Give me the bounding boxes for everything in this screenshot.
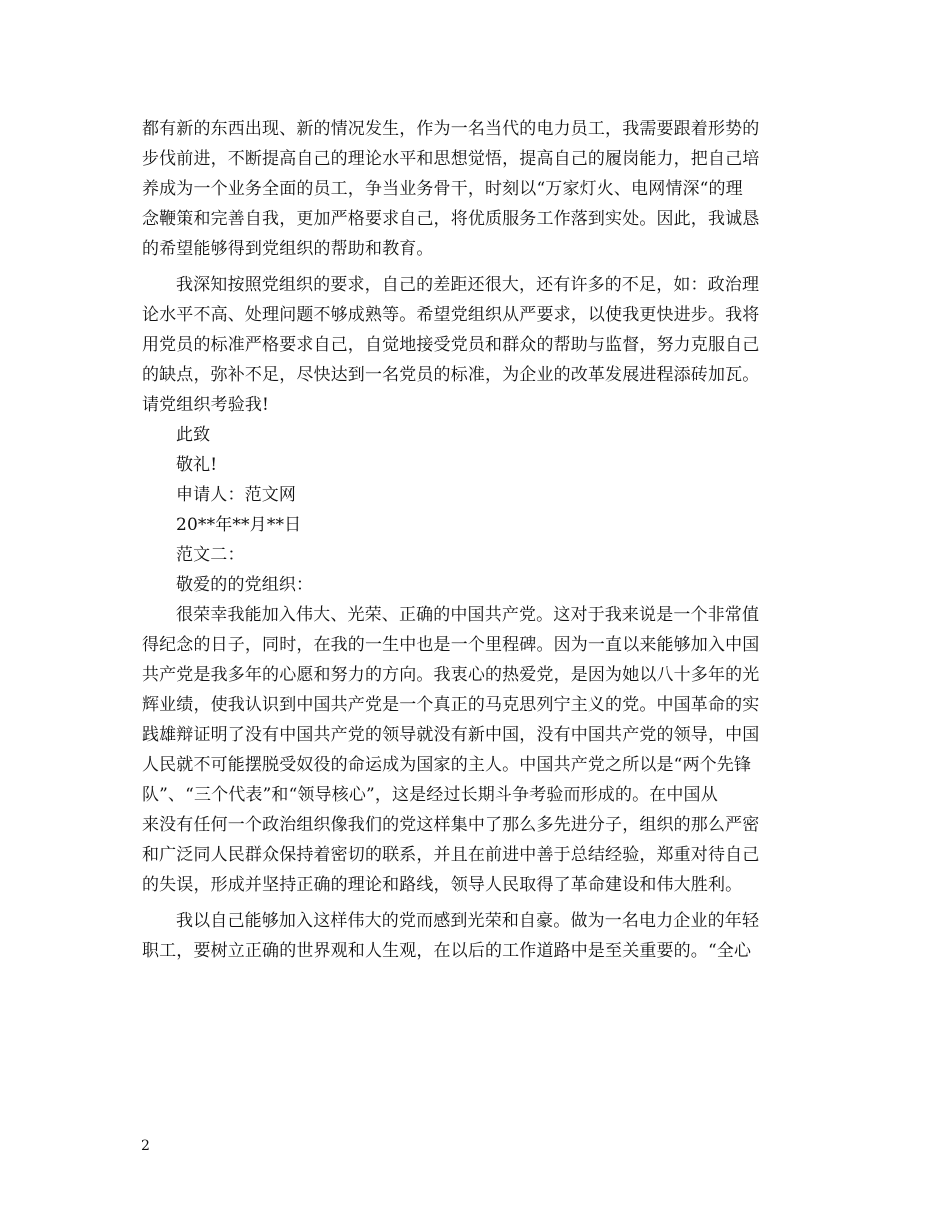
text-line: 的缺点，弥补不足，尽快达到一名党员的标准，为企业的改革发展进程添砖加瓦。 — [142, 365, 760, 385]
text-line: 养成为一个业务全面的员工，争当业务骨干，时刻以“万家灯火、电网情深“的理 — [142, 179, 743, 199]
text-line: 职工，要树立正确的世界观和人生观，在以后的工作道路中是至关重要的。“全心 — [142, 941, 752, 961]
text-line: 用党员的标准严格要求自己，自觉地接受党员和群众的帮助与监督，努力克服自己 — [142, 335, 760, 355]
text-line: 践雄辩证明了没有中国共产党的领导就没有新中国，没有中国共产党的领导，中国 — [142, 725, 760, 745]
closing-block — [142, 420, 812, 540]
text-line: 和广泛同人民群众保持着密切的联系，并且在前进中善于总结经验，郑重对待自己 — [142, 845, 760, 865]
applicant-line: 申请人：范文网 — [176, 485, 297, 505]
salutation-line: 此致 — [176, 425, 211, 445]
text-line: 人民就不可能摆脱受奴役的命运成为国家的主人。中国共产党之所以是“两个先锋 — [142, 755, 752, 775]
text-line: 念鞭策和完善自我，更加严格要求自己，将优质服务工作落到实处。因此，我诚恳 — [142, 209, 760, 229]
text-line: 共产党是我多年的心愿和努力的方向。我衷心的热爱党，是因为她以八十多年的光 — [142, 665, 760, 685]
paragraph-4 — [142, 906, 812, 966]
text-line: 请党组织考验我! — [142, 395, 270, 415]
text-line: 我以自己能够加入这样伟大的党而感到光荣和自豪。做为一名电力企业的年轻 — [176, 911, 760, 931]
text-line: 的希望能够得到党组织的帮助和教育。 — [142, 239, 434, 259]
text-line: 的失误，形成并坚持正确的理论和路线，领导人民取得了革命建设和伟大胜利。 — [142, 875, 743, 895]
date-line: 20**年**月**日 — [176, 515, 302, 535]
text-line: 得纪念的日子，同时，在我的一生中也是一个里程碑。因为一直以来能够加入中国 — [142, 635, 760, 655]
text-line: 队”、“三个代表”和“领导核心”，这是经过长期斗争考验而形成的。在中国从 — [142, 785, 718, 805]
text-line: 来没有任何一个政治组织像我们的党这样集中了那么多先进分子，组织的那么严密 — [142, 815, 760, 835]
greeting-line: 敬爱的的党组织： — [176, 575, 314, 595]
text-line: 步伐前进，不断提高自己的理论水平和思想觉悟，提高自己的履岗能力，把自己培 — [142, 149, 760, 169]
document-body — [142, 114, 812, 966]
text-line: 辉业绩，使我认识到中国共产党是一个真正的马克思列宁主义的党。中国革命的实 — [142, 695, 760, 715]
text-line: 很荣幸我能加入伟大、光荣、正确的中国共产党。这对于我来说是一个非常值 — [176, 605, 760, 625]
paragraph-2 — [142, 270, 812, 420]
paragraph-1 — [142, 114, 812, 264]
page-number: 2 — [141, 1138, 150, 1154]
paragraph-3 — [142, 600, 812, 900]
sample-heading: 范文二： — [176, 545, 245, 565]
text-line: 论水平不高、处理问题不够成熟等。希望党组织从严要求，以使我更快进步。我将 — [142, 305, 760, 325]
salutation-line: 敬礼! — [176, 455, 218, 475]
text-line: 我深知按照党组织的要求，自己的差距还很大，还有许多的不足，如：政治理 — [176, 275, 760, 295]
text-line: 都有新的东西出现、新的情况发生，作为一名当代的电力员工，我需要跟着形势的 — [142, 119, 760, 139]
